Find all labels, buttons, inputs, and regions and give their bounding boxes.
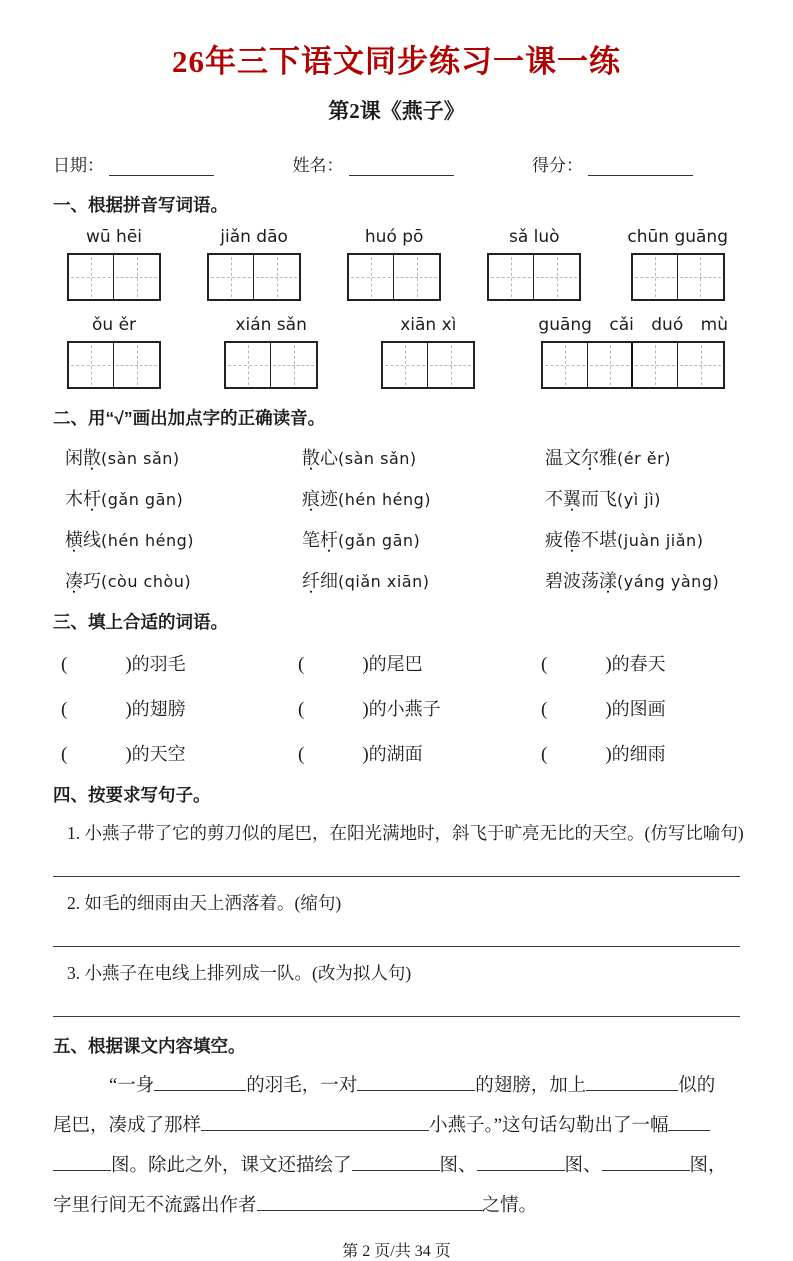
text-run: 的翅膀，加上 — [475, 1076, 587, 1096]
pinyin-options[interactable]: (sàn sǎn) — [338, 449, 417, 468]
date-field[interactable] — [109, 157, 214, 176]
writing-cell[interactable] — [114, 343, 159, 387]
writing-cell[interactable] — [209, 255, 254, 299]
section-5-heading: 五、根据课文内容填空。 — [53, 1036, 246, 1056]
sentence-prompt: 1. 小燕子带了它的剪刀似的尾巴，在阳光满地时，斜飞于旷亮无比的天空。(仿写比喻句) — [67, 823, 744, 843]
writing-cell[interactable] — [588, 343, 633, 387]
text-run: 图、 — [439, 1156, 477, 1176]
section-1-heading: 一、根据拼音写词语。 — [53, 195, 228, 215]
section-2-heading: 二、用“√”画出加点字的正确读音。 — [53, 408, 326, 428]
name-field[interactable] — [349, 157, 454, 176]
pinyin-options[interactable]: (hén héng) — [338, 490, 431, 509]
writing-cell[interactable] — [394, 255, 439, 299]
word-pre: 温文 — [545, 448, 581, 468]
fill-blank[interactable] — [154, 1073, 246, 1092]
word-pre: 疲 — [545, 530, 563, 550]
writing-cell[interactable] — [633, 255, 678, 299]
phrase-item — [61, 695, 298, 721]
writing-grid[interactable] — [347, 253, 441, 301]
word-post: 不堪 — [581, 530, 617, 550]
pinyin-label: huó pō — [364, 227, 424, 247]
paren-open: ( — [541, 699, 548, 720]
phrase-label: 的翅膀 — [131, 699, 186, 719]
date-group — [53, 151, 214, 176]
reading-item — [545, 567, 740, 593]
answer-line[interactable] — [53, 985, 740, 1017]
fill-blank[interactable] — [53, 1153, 111, 1172]
pinyin-options[interactable]: (yáng yàng) — [617, 572, 720, 591]
word-post: 巧 — [83, 571, 101, 591]
phrase-label: 的图画 — [611, 699, 666, 719]
fill-blank[interactable] — [602, 1153, 690, 1172]
paren-close: ) — [362, 654, 369, 675]
dotted-char: 杆 — [83, 489, 101, 509]
reading-item — [302, 567, 545, 593]
phrase-item — [541, 695, 740, 721]
reading-item — [302, 485, 545, 511]
text-run: 图、 — [564, 1156, 602, 1176]
fill-line — [53, 1146, 740, 1186]
sentence-prompt: 3. 小燕子在电线上排列成一队。(改为拟人句) — [67, 963, 412, 983]
reading-item — [302, 526, 545, 552]
writing-cell[interactable] — [69, 343, 114, 387]
phrase-label: 的羽毛 — [131, 654, 186, 674]
phrase-label: 的尾巴 — [368, 654, 423, 674]
word-pre: 木 — [65, 489, 83, 509]
phrase-item — [61, 740, 298, 766]
phrases-grid — [61, 650, 740, 766]
word-pre: 笔 — [302, 530, 320, 550]
pinyin-item — [381, 315, 475, 389]
word-post: 而飞 — [581, 489, 617, 509]
writing-cell[interactable] — [226, 343, 271, 387]
writing-grid[interactable] — [541, 341, 725, 389]
reading-item — [545, 485, 740, 511]
pinyin-row-2 — [67, 315, 728, 389]
pinyin-row-1 — [67, 227, 728, 301]
dotted-char: 翼 — [563, 489, 581, 509]
pinyin-options[interactable]: (ér ěr) — [617, 449, 671, 468]
pinyin-label: jiǎn dāo — [220, 227, 288, 247]
section-3-heading: 三、填上合适的词语。 — [53, 612, 228, 632]
reading-item — [302, 444, 545, 470]
paren-open: ( — [298, 744, 305, 765]
dotted-char: 倦 — [563, 530, 581, 550]
phrase-label: 的湖面 — [368, 744, 423, 764]
word-post: 心 — [320, 448, 338, 468]
name-label: 姓名： — [292, 156, 344, 175]
pinyin-label: ǒu ěr — [91, 315, 137, 335]
fill-line — [53, 1186, 740, 1226]
reading-item — [545, 526, 740, 552]
fill-blank[interactable] — [257, 1193, 482, 1212]
text-run: 图， — [689, 1156, 727, 1176]
fill-blank[interactable] — [352, 1153, 440, 1172]
word-post: 细 — [320, 571, 338, 591]
info-row — [53, 151, 693, 176]
writing-cell[interactable] — [349, 255, 394, 299]
score-field[interactable] — [588, 157, 693, 176]
dotted-char: 凑 — [65, 571, 83, 591]
phrase-label: 的小燕子 — [368, 699, 441, 719]
writing-grid[interactable] — [67, 253, 161, 301]
sentence-prompt: 2. 如毛的细雨由天上洒落着。(缩句) — [67, 893, 342, 913]
pinyin-item — [224, 315, 318, 389]
writing-cell[interactable] — [678, 343, 723, 387]
pinyin-options[interactable]: (còu chòu) — [101, 572, 192, 591]
writing-grid[interactable] — [224, 341, 318, 389]
paren-open: ( — [541, 654, 548, 675]
dotted-char: 散 — [83, 448, 101, 468]
writing-cell[interactable] — [383, 343, 428, 387]
word-pre: 不 — [545, 489, 563, 509]
fill-blank[interactable] — [477, 1153, 565, 1172]
pinyin-item — [627, 227, 728, 301]
pinyin-options[interactable]: (hén héng) — [101, 531, 194, 550]
writing-cell[interactable] — [633, 343, 678, 387]
word-pre: 碧波荡 — [545, 571, 599, 591]
paren-close: ) — [125, 699, 132, 720]
dotted-char: 杆 — [320, 530, 338, 550]
paren-close: ) — [362, 744, 369, 765]
reading-item — [545, 444, 740, 470]
writing-cell[interactable] — [534, 255, 579, 299]
reading-item — [65, 485, 302, 511]
writing-cell[interactable] — [678, 255, 723, 299]
phrase-label: 的天空 — [131, 744, 186, 764]
answer-line[interactable] — [53, 845, 740, 877]
phrase-label: 的细雨 — [611, 744, 666, 764]
phrase-item — [541, 740, 740, 766]
pinyin-options[interactable]: (qiǎn xiān) — [338, 572, 430, 591]
reading-item — [65, 526, 302, 552]
paren-close: ) — [605, 654, 612, 675]
writing-cell[interactable] — [271, 343, 316, 387]
phrase-item — [61, 650, 298, 676]
paren-close: ) — [362, 699, 369, 720]
dotted-char: 痕 — [302, 489, 320, 509]
writing-cell[interactable] — [489, 255, 534, 299]
paren-close: ) — [605, 699, 612, 720]
text-run: 的羽毛，一对 — [246, 1076, 358, 1096]
writing-grid[interactable] — [207, 253, 301, 301]
text-run: 之情。 — [481, 1196, 538, 1216]
pinyin-label: wū hēi — [85, 227, 143, 247]
paren-open: ( — [61, 699, 68, 720]
paren-open: ( — [298, 654, 305, 675]
pinyin-options[interactable]: (gǎn gān) — [101, 490, 184, 509]
writing-cell[interactable] — [543, 343, 588, 387]
word-post: 雅 — [599, 448, 617, 468]
dotted-char: 尔 — [581, 448, 599, 468]
name-group — [293, 151, 454, 176]
word-post: 迹 — [320, 489, 338, 509]
dotted-char: 纤 — [302, 571, 320, 591]
writing-grid[interactable] — [631, 253, 725, 301]
word-post: 线 — [83, 530, 101, 550]
pinyin-options[interactable]: (juàn jiǎn) — [617, 531, 704, 550]
text-run: 小燕子。”这句话勾勒出了一幅 — [429, 1116, 669, 1136]
pinyin-item — [347, 227, 441, 301]
date-label: 日期： — [53, 156, 104, 175]
text-run: 字里行间无不流露出作者 — [53, 1196, 257, 1216]
pinyin-label: xiān xì — [400, 315, 457, 335]
reading-item — [65, 444, 302, 470]
phrase-label: 的春天 — [611, 654, 666, 674]
section-4-heading: 四、按要求写句子。 — [53, 785, 211, 805]
paren-open: ( — [541, 744, 548, 765]
writing-grid[interactable] — [67, 341, 161, 389]
writing-grid[interactable] — [381, 341, 475, 389]
score-label: 得分： — [532, 156, 583, 175]
fill-line — [53, 1066, 740, 1106]
pinyin-item — [67, 227, 161, 301]
pinyin-options[interactable]: (gǎn gān) — [338, 531, 421, 550]
pinyin-item — [67, 315, 161, 389]
dotted-char: 横 — [65, 530, 83, 550]
pinyin-item — [538, 315, 728, 389]
phrase-item — [298, 695, 541, 721]
text-run: 图。除此之外，课文还描绘了 — [111, 1156, 352, 1176]
paren-open: ( — [61, 654, 68, 675]
phrase-item — [298, 740, 541, 766]
fill-blank[interactable] — [586, 1073, 678, 1092]
pinyin-label: guāng cǎi duó mù — [538, 315, 728, 335]
dotted-char: 散 — [302, 448, 320, 468]
page-number: 第 2 页/共 34 页 — [342, 1243, 451, 1260]
phrase-item — [541, 650, 740, 676]
paren-open: ( — [298, 699, 305, 720]
pinyin-label: chūn guāng — [627, 227, 728, 247]
reading-item — [65, 567, 302, 593]
dotted-char: 漾 — [599, 571, 617, 591]
text-run: 似的 — [678, 1076, 716, 1096]
fill-paragraph — [53, 1066, 740, 1226]
pinyin-options[interactable]: (yì jì) — [617, 490, 661, 509]
phrase-item — [298, 650, 541, 676]
writing-cell[interactable] — [69, 255, 114, 299]
text-run: “一身 — [109, 1076, 155, 1096]
paren-open: ( — [61, 744, 68, 765]
pinyin-item — [207, 227, 301, 301]
pinyin-item — [487, 227, 581, 301]
writing-cell[interactable] — [428, 343, 473, 387]
fill-blank[interactable] — [357, 1073, 475, 1092]
writing-cell[interactable] — [254, 255, 299, 299]
text-run: 尾巴，凑成了那样 — [53, 1116, 202, 1136]
paren-close: ) — [125, 654, 132, 675]
readings-grid — [65, 444, 740, 593]
pinyin-label: xián sǎn — [235, 315, 307, 335]
lesson-subtitle: 第2课《燕子》 — [328, 99, 465, 123]
writing-grid[interactable] — [487, 253, 581, 301]
word-pre: 闲 — [65, 448, 83, 468]
pinyin-label: sǎ luò — [508, 227, 560, 247]
answer-line[interactable] — [53, 915, 740, 947]
score-group — [532, 151, 693, 176]
fill-line — [53, 1106, 740, 1146]
paren-close: ) — [605, 744, 612, 765]
pinyin-options[interactable]: (sàn sǎn) — [101, 449, 180, 468]
page-title: 26年三下语文同步练习一课一练 — [172, 44, 621, 79]
paren-close: ) — [125, 744, 132, 765]
writing-cell[interactable] — [114, 255, 159, 299]
